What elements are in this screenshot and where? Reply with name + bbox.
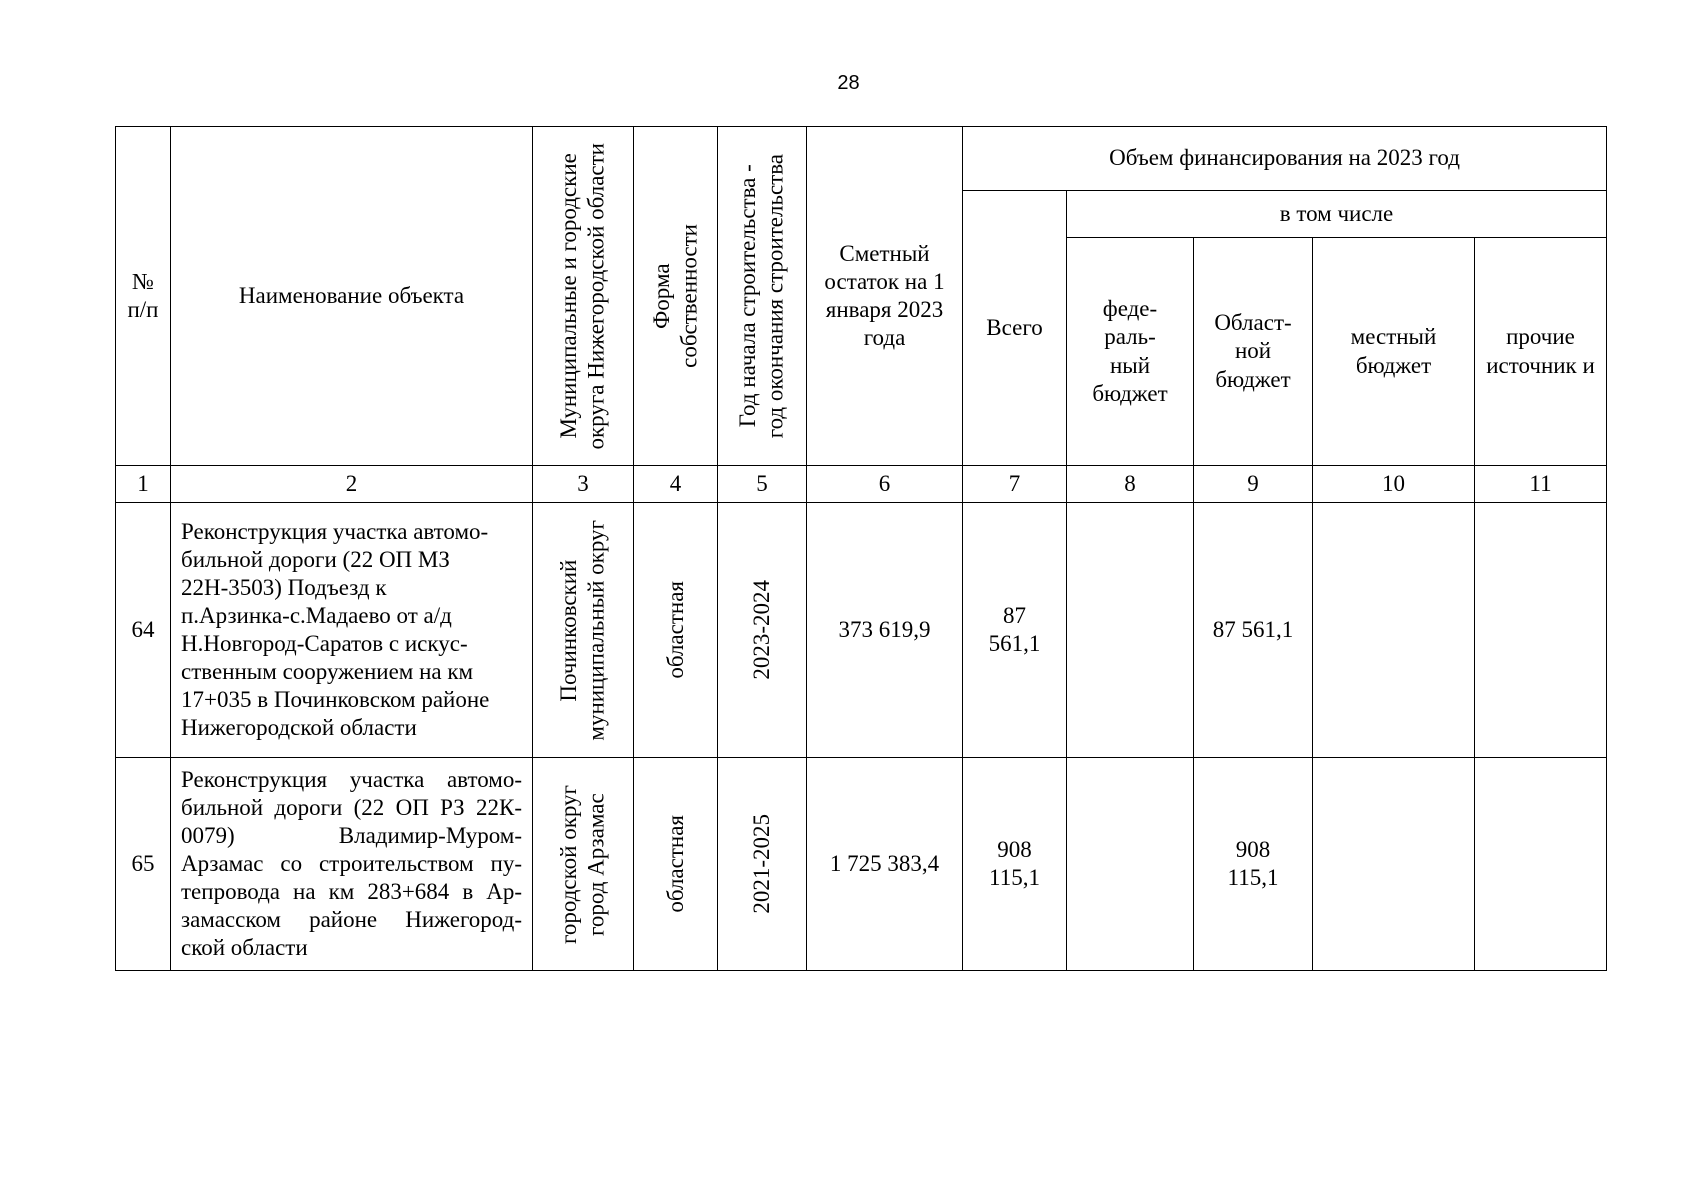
col-number: 11 xyxy=(1475,466,1607,503)
object-name-line: Арзамас со строительством пу- xyxy=(181,850,522,876)
estimate-value: 373 619,9 xyxy=(807,503,963,758)
municipal-line2: город Арзамас xyxy=(584,792,609,936)
row-num: 65 xyxy=(116,758,171,971)
regional-value: 908 115,1 xyxy=(1194,758,1313,971)
other-value xyxy=(1475,503,1607,758)
regional-value: 87 561,1 xyxy=(1194,503,1313,758)
ownership-value: областная xyxy=(662,581,688,679)
years-cell xyxy=(718,503,807,758)
header-years xyxy=(718,127,807,466)
header-local: местный бюджет xyxy=(1313,238,1475,466)
header-num: № п/п xyxy=(116,127,171,466)
col-number: 6 xyxy=(807,466,963,503)
object-name xyxy=(171,503,533,758)
years-value: 2023-2024 xyxy=(749,580,775,680)
col-number: 7 xyxy=(963,466,1067,503)
municipal-line2: муниципальный округ xyxy=(584,519,609,741)
object-name-line: 22Н-3503) Подъезд к xyxy=(181,574,387,600)
header-municipal-line1: Муниципальные и городские xyxy=(556,153,582,439)
header-estimate: Сметный остаток на 1 января 2023 года xyxy=(807,127,963,466)
header-funding: Объем финансирования на 2023 год xyxy=(963,127,1607,191)
municipal-line1: городской округ xyxy=(556,784,582,944)
federal-value xyxy=(1067,758,1194,971)
object-name-line: ственным сооружением на км xyxy=(181,659,474,685)
col-number: 2 xyxy=(171,466,533,503)
col-number: 1 xyxy=(116,466,171,503)
ownership-cell xyxy=(634,503,718,758)
object-name-line: бильной дороги (22 ОП МЗ xyxy=(181,546,450,572)
col-number: 3 xyxy=(533,466,634,503)
col-number: 10 xyxy=(1313,466,1475,503)
header-other: прочие источник и xyxy=(1475,238,1607,466)
col-number: 5 xyxy=(718,466,807,503)
col-number: 8 xyxy=(1067,466,1194,503)
federal-value xyxy=(1067,503,1194,758)
object-name-line: бильной дороги (22 ОП РЗ 22К- xyxy=(181,794,522,820)
object-name-line: тепровода на км 283+684 в Ар- xyxy=(181,879,522,905)
municipal-cell xyxy=(533,503,634,758)
estimate-value: 1 725 383,4 xyxy=(807,758,963,971)
object-name-line: ской области xyxy=(181,935,308,961)
header-ownership xyxy=(634,127,718,466)
page-number: 28 xyxy=(837,72,860,94)
table-row xyxy=(116,758,1607,971)
header-municipal-line2: округа Нижегородской области xyxy=(584,142,609,450)
header-total: Всего xyxy=(963,191,1067,466)
object-name-line: п.Арзинка-с.Мадаево от а/д xyxy=(181,602,452,628)
total-value: 87 561,1 xyxy=(963,503,1067,758)
object-name xyxy=(171,758,533,971)
object-name-line: замасском районе Нижегород- xyxy=(181,907,522,933)
header-years-line2: год окончания строительства xyxy=(763,153,788,439)
row-num: 64 xyxy=(116,503,171,758)
ownership-cell xyxy=(634,758,718,971)
years-cell xyxy=(718,758,807,971)
other-value xyxy=(1475,758,1607,971)
municipal-cell xyxy=(533,758,634,971)
municipal-line1: Починковский xyxy=(556,559,582,701)
header-ownership-line1: Форма xyxy=(648,263,674,329)
object-name-line: Н.Новгород-Саратов с искус- xyxy=(181,631,468,656)
object-name-line: Нижегородской области xyxy=(181,715,417,741)
financing-table xyxy=(115,126,1607,971)
table-row xyxy=(116,503,1607,758)
header-regional: Област-ной бюджет xyxy=(1194,238,1313,466)
col-number: 4 xyxy=(634,466,718,503)
col-number: 9 xyxy=(1194,466,1313,503)
object-name-line: Реконструкция участка автомо- xyxy=(181,766,522,792)
header-including: в том числе xyxy=(1067,191,1607,238)
header-years-line1: Год начала строительства - xyxy=(735,164,761,428)
local-value xyxy=(1313,503,1475,758)
object-name-line: 17+035 в Починковском районе xyxy=(181,687,490,713)
header-municipal xyxy=(533,127,634,466)
header-ownership-line2: собственности xyxy=(676,224,702,368)
ownership-value: областная xyxy=(662,815,688,913)
years-value: 2021-2025 xyxy=(749,814,775,914)
object-name-line: Реконструкция участка автомо- xyxy=(181,518,489,544)
total-value: 908 115,1 xyxy=(963,758,1067,971)
header-federal: феде-раль-ный бюджет xyxy=(1067,238,1194,466)
local-value xyxy=(1313,758,1475,971)
header-name: Наименование объекта xyxy=(171,127,533,466)
object-name-line: 0079) Владимир-Муром- xyxy=(181,822,522,848)
